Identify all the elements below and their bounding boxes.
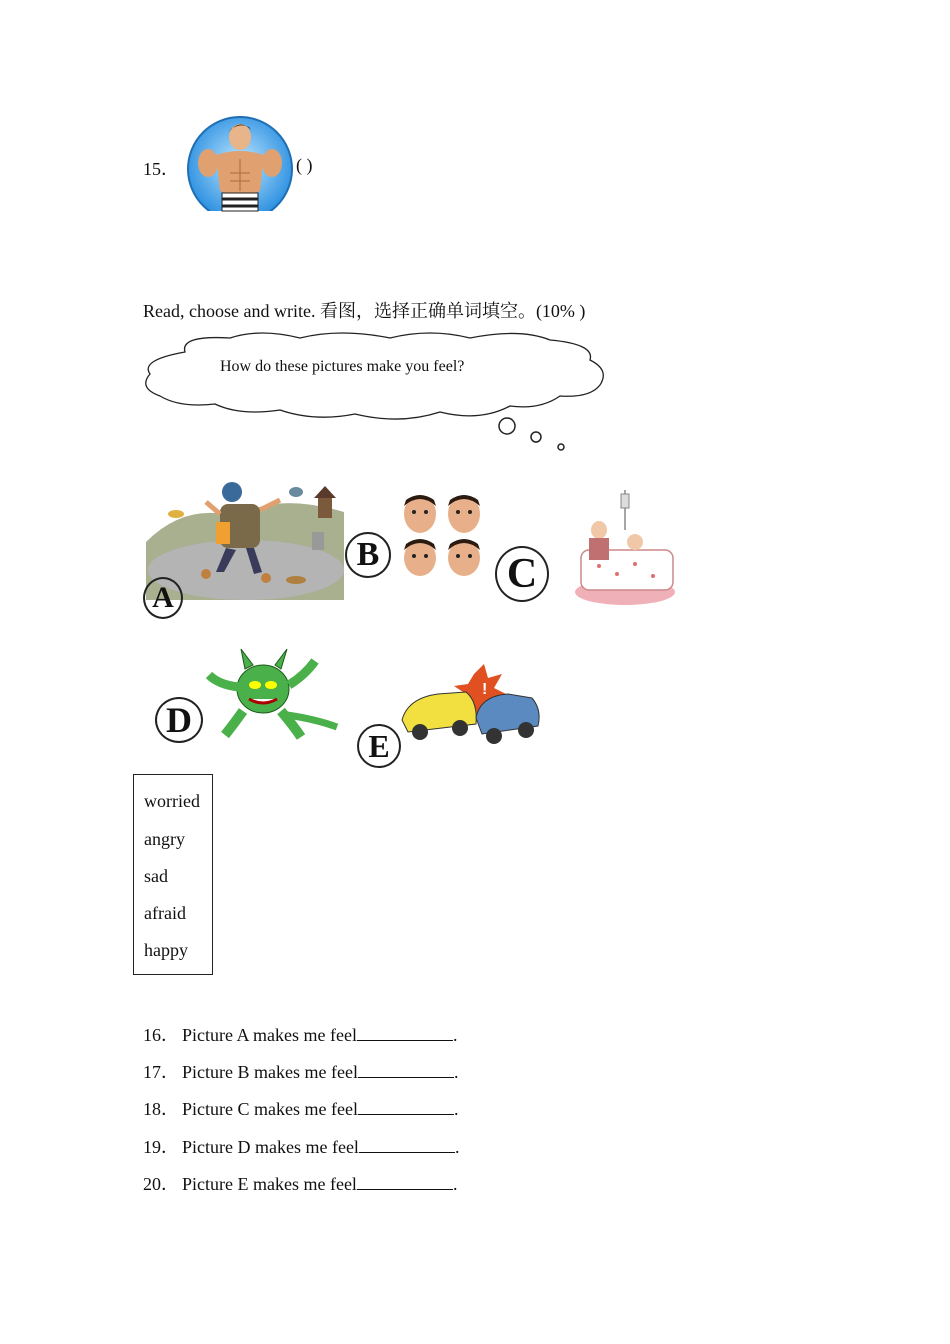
word-bank-item: sad xyxy=(144,866,168,886)
picture-d-monster-image xyxy=(205,645,340,743)
question-text: Picture A makes me feel xyxy=(182,1025,357,1045)
question-18 xyxy=(143,1095,458,1121)
picture-d-label: D xyxy=(155,697,203,743)
word-bank-item: angry xyxy=(144,829,185,849)
question-19 xyxy=(143,1133,459,1159)
question-number: 19． xyxy=(143,1137,179,1157)
word-bank xyxy=(133,774,213,975)
picture-e-car-crash-image xyxy=(398,664,544,758)
picture-e-label: E xyxy=(357,724,401,768)
question-text: Picture B makes me feel xyxy=(182,1062,358,1082)
muscle-man-image xyxy=(186,115,294,213)
question-end: . xyxy=(453,1062,459,1082)
question-end: . xyxy=(453,1099,459,1119)
section-instruction: Read, choose and write. 看图，选择正确单词填空。(10% ) xyxy=(143,301,586,321)
question-number: 20． xyxy=(143,1174,179,1194)
question-20 xyxy=(143,1170,457,1196)
question-16 xyxy=(143,1021,457,1047)
picture-c-hospital-image xyxy=(573,490,678,608)
question-text: Picture C makes me feel xyxy=(182,1099,358,1119)
answer-blank[interactable] xyxy=(358,1063,454,1078)
question-text: Picture E makes me feel xyxy=(182,1174,357,1194)
picture-b-faces-image xyxy=(396,494,488,576)
question-15-number: 15． xyxy=(143,159,179,179)
word-bank-item: happy xyxy=(144,940,188,960)
answer-blank[interactable] xyxy=(357,1175,453,1190)
answer-parentheses: ( ) xyxy=(296,155,313,175)
bubble-question: How do these pictures make you feel? xyxy=(220,358,465,375)
question-17 xyxy=(143,1058,458,1084)
question-end: . xyxy=(454,1137,460,1157)
answer-blank[interactable] xyxy=(357,1026,453,1041)
answer-blank[interactable] xyxy=(358,1100,454,1115)
question-end: . xyxy=(452,1025,458,1045)
question-text: Picture D makes me feel xyxy=(182,1137,359,1157)
question-end: . xyxy=(452,1174,458,1194)
picture-a-littering-image xyxy=(146,462,344,600)
word-bank-item: worried xyxy=(144,791,200,811)
picture-a-label: A xyxy=(143,577,183,619)
svg-text:!: ! xyxy=(482,681,488,698)
picture-b-label: B xyxy=(345,532,391,578)
answer-blank[interactable] xyxy=(359,1138,455,1153)
picture-c-label: C xyxy=(495,546,549,602)
word-bank-item: afraid xyxy=(144,903,186,923)
thought-bubble xyxy=(140,330,615,455)
question-number: 17． xyxy=(143,1062,179,1082)
question-number: 18． xyxy=(143,1099,179,1119)
question-number: 16． xyxy=(143,1025,179,1045)
